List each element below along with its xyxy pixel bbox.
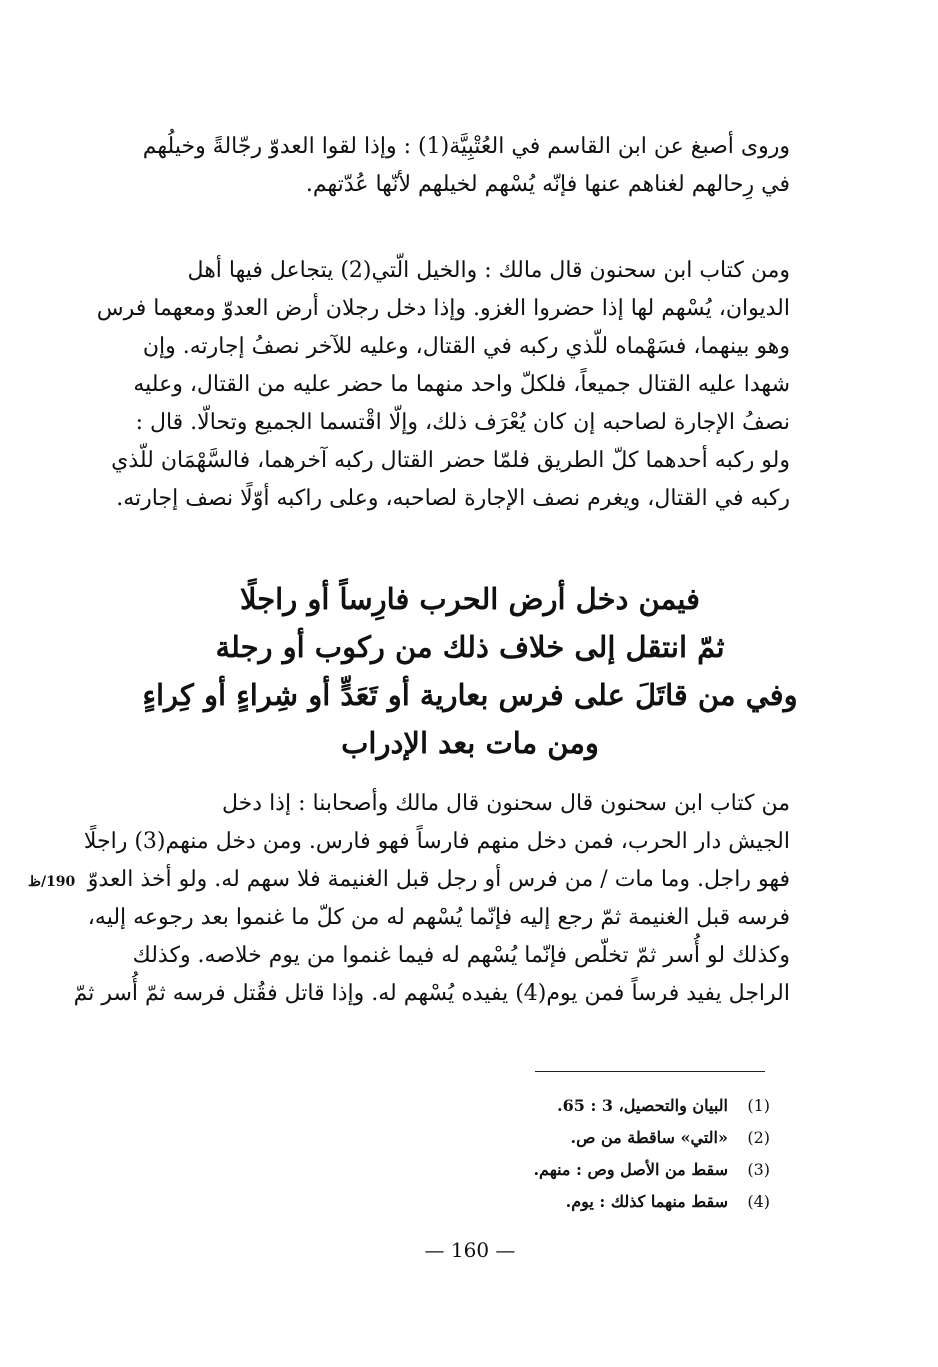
paragraph-line: وروى أصبغ عن ابن القاسم في العُتْبِيَّة(1) : وإذا لقوا العدوّ رجّالةً وخيلُهم [142,134,790,159]
heading-line: ثمّ انتقل إلى خلاف ذلك من ركوب أو رجلة [215,630,725,664]
paragraph-2 [96,252,790,518]
footnote-item [460,1090,770,1122]
page-number: — 160 — [424,1238,516,1262]
heading-line: وفي من قاتَلَ على فرس بعارية أو تَعَدٍّ أو شِراءٍ أو كِراءٍ [142,678,798,712]
paragraph-line: وهو بينهما، فسَهْماه للّذي ركبه في القتال، وعليه للآخر نصفُ إجارته. وإن [142,334,790,359]
heading-line: ومن مات بعد الإدراب [341,726,599,760]
footnote-item [460,1122,770,1154]
paragraph-3 [73,785,790,1013]
section-heading [120,575,820,767]
paragraph-line: فرسه قبل الغنيمة ثمّ رجع إليه فإنّما يُسْهم له من كلّ ما غنموا بعد رجوعه إليه، [87,905,790,930]
margin-folio-note: 190/ظ [28,874,76,890]
footnote-number: (1) [747,1096,770,1115]
paragraph-line: في رِحالهم لغناهم عنها فإنّه يُسْهم لخيلهم لأنّها عُدّتهم. [305,172,790,197]
paragraph-line: فهو راجل. وما مات / من فرس أو رجل قبل الغنيمة فلا سهم له. ولو أخذ العدوّ [87,867,790,892]
footnote-text: البيان والتحصيل، 3 : 65. [557,1096,728,1115]
footnotes [460,1090,770,1218]
paragraph-line: الجيش دار الحرب، فمن دخل منهم فارساً فهو فارس. ومن دخل منهم(3) راجلًا [83,829,790,854]
footnote-number: (4) [747,1192,770,1211]
paragraph-line: من كتاب ابن سحنون قال سحنون قال مالك وأصحابنا : إذا دخل [222,791,790,816]
footnote-number: (3) [747,1160,770,1179]
footnote-item [460,1154,770,1186]
paragraph-line: الراجل يفيد فرساً فمن يوم(4) يفيده يُسْهم له. وإذا قاتل فقُتل فرسه ثمّ أُسر ثمّ [73,981,790,1006]
heading-line: فيمن دخل أرض الحرب فارِساً أو راجلًا [239,582,701,616]
paragraph-line: ركبه في القتال، ويغرم نصف الإجارة لصاحبه، وعلى راكبه أوّلًا نصف إجارته. [116,486,790,511]
paragraph-1 [100,128,790,204]
footnote-text: سقط منهما كذلك : يوم. [565,1192,728,1211]
paragraph-line: نصفُ الإجارة لصاحبه إن كان يُعْرَف ذلك، وإلّا اقْتسما الجميع وتحالّا. قال : [135,410,790,435]
footnote-number: (2) [747,1128,770,1147]
paragraph-line: وكذلك لو أُسر ثمّ تخلّص فإنّما يُسْهم له فيما غنموا من يوم خلاصه. وكذلك [132,943,790,968]
footnote-text: «التي» ساقطة من ص. [570,1128,728,1147]
footnote-divider [535,1071,765,1072]
paragraph-line: شهدا عليه القتال جميعاً، فلكلّ واحد منهما ما حضر عليه من القتال، وعليه [133,372,790,397]
footnote-item [460,1186,770,1218]
paragraph-line: ومن كتاب ابن سحنون قال مالك : والخيل الّتي(2) يتجاعل فيها أهل [187,258,790,283]
paragraph-line: ولو ركبه أحدهما كلّ الطريق فلمّا حضر القتال ركبه آخرهما، فالسَّهْمَان للّذي [111,448,790,473]
footnote-text: سقط من الأصل وص : منهم. [533,1160,728,1179]
paragraph-line: الديوان، يُسْهم لها إذا حضروا الغزو. وإذا دخل رجلان أرض العدوّ ومعهما فرس [96,296,790,321]
